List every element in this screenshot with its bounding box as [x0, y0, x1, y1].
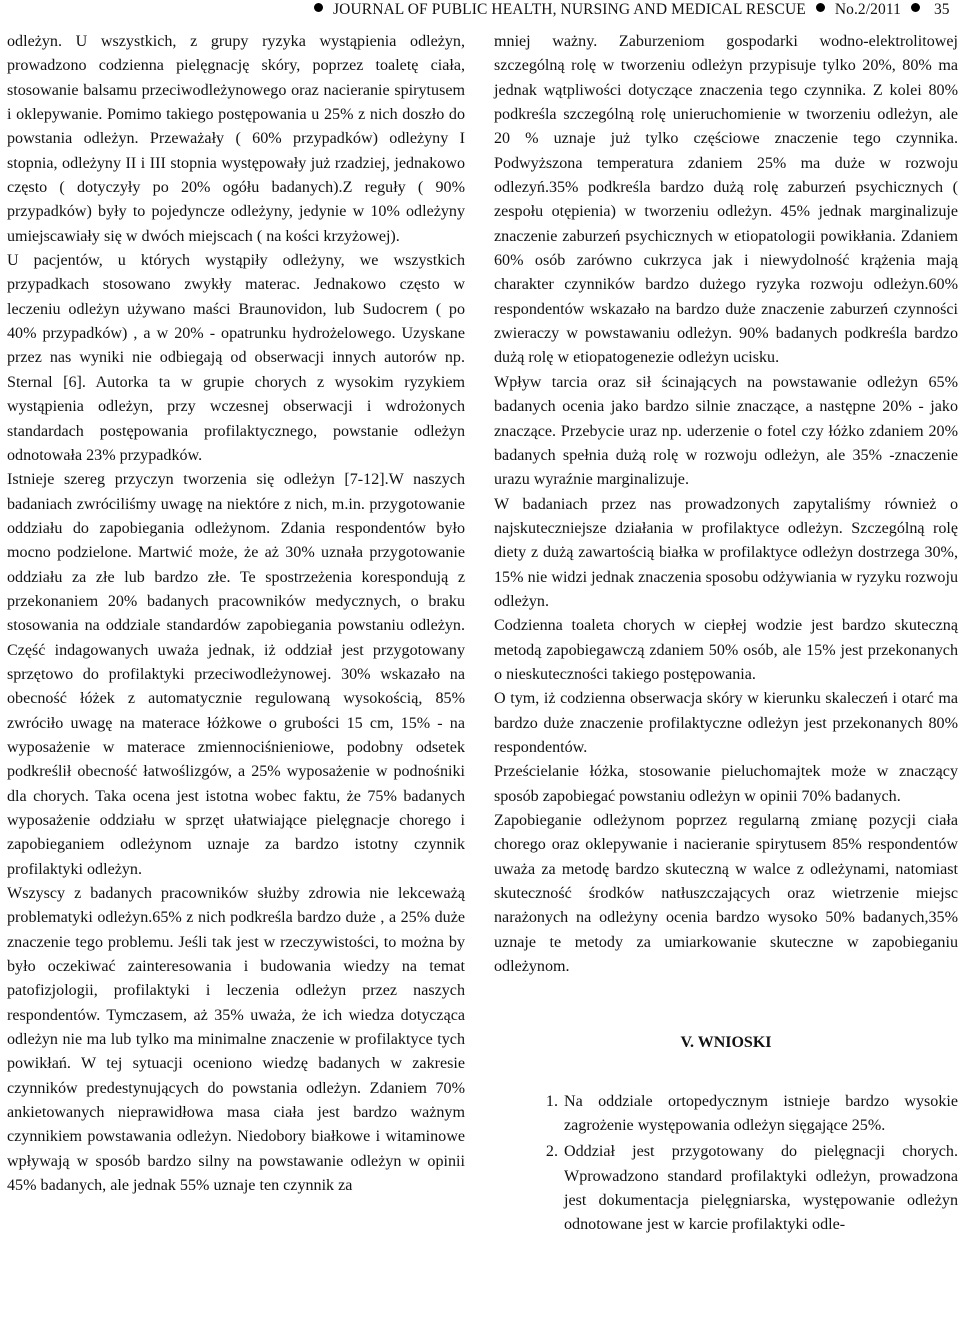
running-header — [0, 0, 960, 24]
paragraph: Zapobieganie odleżynom poprzez regularną zmianę pozycji ciała chorego oraz oklepywanie i nacieranie spirytusem 85% respondentów uważa za metodę bardzo skuteczną w walce z odleżynami, natomiast skuteczność środków natłuszczających oraz wietrzenie miejsc narażonych na odleżyny ocenia bardzo wysoko 50% badanych,35% uznaje te metody za umiarkowanie skuteczne w zapobieganiu odleżynom. — [494, 812, 958, 976]
paragraph: Wpływ tarcia oraz sił ścinających na powstawanie odleżyn 65% badanych ocenia jako bardzo silnie znaczące, a następne 20% - jako znaczące. Przebycie uraz np. uderzenie o fotel czy łóżko zdaniem 20% badanych spełnia dużą rolę w rozwoju odleżyn, ale 35% -znaczenie urazu wyraźnie marginalizuje. — [494, 373, 958, 489]
left-column — [7, 30, 465, 1199]
paragraph: Prześcielanie łóżka, stosowanie pieluchomajtek może w znaczący sposób zapobiegać powstaniu odleżyn w opinii 70% badanych. — [494, 763, 958, 805]
paragraph: O tym, iż codzienna obserwacja skóry w kierunku skaleczeń i otarć ma bardzo duże znaczenie profilaktyczne odleżyn jest przekonanych 80% respondentów. — [494, 690, 958, 756]
paragraph: Istnieje szereg przyczyn tworzenia się odleżyn [7-12].W naszych badaniach zwróciliśmy uwagę na niektóre z nich, m.in. przygotowanie oddziału do zapobiegania odleżynom. Zdania respondentów było mocno podzielone. Martwić może, że aż 30% uznała przygotowanie oddziału za złe lub bardzo złe. Te spostrzeżenia korespondują z przekonaniem 20% badanych pracowników medycznych, o braku stosowania na oddziale standardów zapobiegania powstaniu odleżyn. Część indagowanych uważa jednak, iż oddział jest przygotowany sprzętowo do profilaktyki przeciwodleżynowej. 30% wskazało na obecność łóżek z automatycznie regulowaną wysokością, 85% zwróciło uwagę na materace łóżkowe o grubości 15 cm, 15% - na wyposażenie w materace zmiennociśnieniowe, podobny odsetek podkreślił obecność łatwoślizgów, a 25% wyposażenie w podnośniki dla chorych. Taka ocena jest istotna wobec faktu, że 75% badanych wyposażenie oddziału w sprzęt ułatwiające pielęgnacje chorego i zapobieganiem odleżynom uznaje za bardzo istotny czynnik profilaktyki odleżyn. — [7, 471, 465, 878]
paragraph: mniej ważny. Zaburzeniom gospodarki wodno-elektrolitowej szczególną rolę w tworzeniu odleżyn przypisuje tylko 20%, 80% ma jednak wątpliwości dotyczące znaczenia tego czynnika. Z kolei 80% podkreśla szczególną rolę unieruchomienie w tworzeniu odleżyn, ale 20 % uznaje już tylko częściowe znaczenie tego czynnika. Podwyższona temperatura zdaniem 25% ma duże w rozwoju odlezyń.35% podkreśla bardzo dużą rolę zaburzeń psychicznych ( zespołu otępienia) w tworzeniu odleżyn. 45% jednak marginalizuje znaczenie zaburzeń psychicznych w etiopatologii powikłania. Zdaniem 60% osób zarówno cukrzyca jak i niewydolność krążenia mają charakter czynników bardzo dużego ryzyka rozwoju odleżyn.60% respondentów wskazało na bardzo duże znaczenie zaburzeń czynności zwieraczy w powstawaniu odleżyn. 90% badanych podkreśla bardzo dużą rolę w etiopatogenezie odleżyn ucisku. — [494, 33, 958, 367]
conclusions-list — [494, 1090, 958, 1238]
paragraph: Wszyscy z badanych pracowników służby zdrowia nie lekceważą problematyki odleżyn.65% z nich podkreśla bardzo duże , a 25% duże znaczenie tego problemu. Jeśli tak jest w rzeczywistości, to można by było oczekiwać zainteresowania i budowania wiedzy na temat patofizjologii, profilaktyki i leczenia odleżyn przez naszych respondentów. Tymczasem, aż 35% uważa, że ich wiedza dotycząca odleżyn nie ma lub tylko ma minimalne znaczenie w profilaktyce tych powikłań. W tej sytuacji oceniono wiedzę badanych w zakresie czynników predestynujących do powstania odleżyn. Zdaniem 70% ankietowanych nieprawidłowa masa ciała jest bardzo ważnym czynnikiem powstawania odleżyn. Niedobory białkowe i witaminowe wpływają w sposób bardzo silny na powstawanie odleżyn w opinii 45% badanych, ale jednak 55% uznaje ten czynnik za — [7, 885, 465, 1195]
section-heading: V. WNIOSKI — [680, 1034, 772, 1052]
list-item: 1. Na oddziale ortopedycznym istnieje bardzo wysokie zagrożenie występowania odleżyn sięgające 25%. — [562, 1090, 958, 1139]
paragraph: W badaniach przez nas prowadzonych zapytaliśmy również o najskuteczniejsze działania w profilaktyce odleżyn. Szczególną rolę diety z dużą zawartością białka w profilaktyce odleżyn dostrzega 30%, 15% nie widzi jednak znaczenia sposobu odżywiania w ryzyku rozwoju odleżyn. — [494, 495, 958, 610]
bullet-icon — [816, 3, 825, 12]
page-number: 35 — [934, 1, 950, 18]
bullet-icon — [314, 3, 323, 12]
journal-title: JOURNAL OF PUBLIC HEALTH, NURSING AND MEDICAL RESCUE — [333, 1, 806, 18]
list-item: 2. Oddział jest przygotowany do pielęgnacji chorych. Wprowadzono standard profilaktyki odleżyn, prowadzona jest dokumentacja pielęgniarska, występowanie odleżyn odnotowane jest w karcie profilaktyki odle- — [562, 1140, 958, 1237]
paragraph: Codzienna toaleta chorych w ciepłej wodzie jest bardzo skuteczną metodą zapobiegawczą zdaniem 50% osób, ale 15% jest przekonanych o nieskuteczności takiego postępowania. — [494, 617, 958, 683]
paragraph: U pacjentów, u których wystąpiły odleżyny, we wszystkich przypadkach stosowano zwykły materac. Jednakowo często w leczeniu odleżyn używano maści Braunovidon, lub Sudocrem ( po 40% przypadków) , a w 20% - opatrunku hydrożelowego. Uzyskane przez nas wyniki nie odbiegają od obserwacji innych autorów np. Sternal [6]. Autorka ta w grupie chorych z wysokim ryzykiem wystąpienia odleżyn, przy wczesnej obserwacji i wdrożonych standardach postępowania profilaktycznego, powstanie odleżyn odnotowała 23% przypadków. — [7, 252, 465, 464]
journal-issue: No.2/2011 — [834, 1, 902, 18]
bullet-icon — [911, 3, 920, 12]
right-column — [494, 30, 958, 1240]
paragraph: odleżyn. U wszystkich, z grupy ryzyka wystąpienia odleżyn, prowadzono codzienna pielęgnację skóry, poprzez toaletę ciała, stosowanie balsamu przeciwodleżynowego oraz nacieranie spirytusem i oklepywanie. Pomimo takiego postępowania u 25% z nich doszło do powstania odleżyn. Przeważały ( 60% przypadków) odleżyny I stopnia, odleżyny II i III stopnia występowały już rzadziej, jednakowo często ( dotyczyły po 20% ogółu badanych).Z reguły ( 90% przypadków) były to pojedyncze odleżyny, jedynie w 10% odleżyny umiejscawiały się w dwóch miejscach ( na kości krzyżowej). — [7, 33, 465, 245]
journal-header — [308, 1, 926, 19]
